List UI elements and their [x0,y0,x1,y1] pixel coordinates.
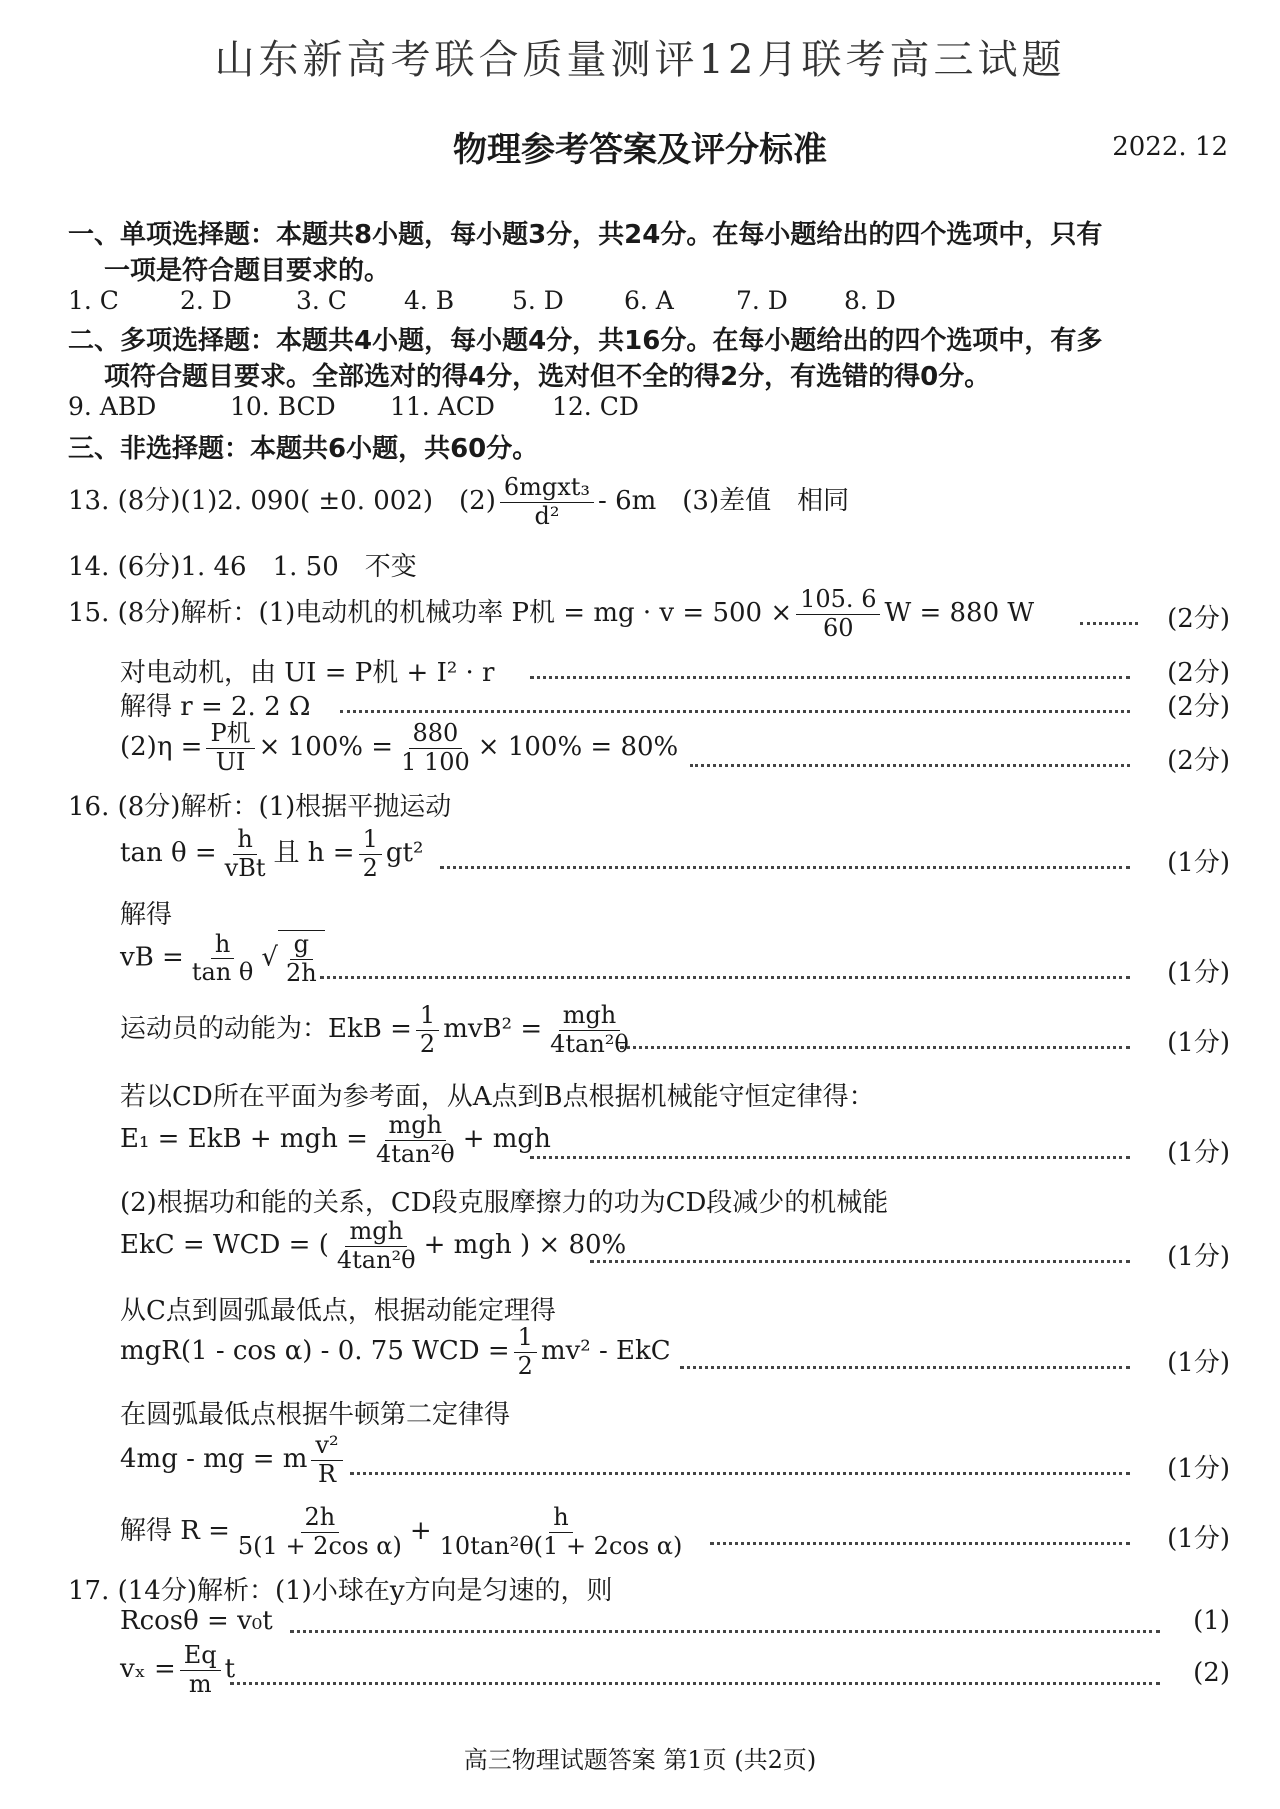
q16-l9-b: + mgh ) × 80% [423,1230,627,1261]
q16-l2-fraction2 [359,826,382,882]
q14-answer: 14. (6分)1. 46 1. 50 不变 [68,552,417,582]
q16-l11-a: mgR(1 - cos α) - 0. 75 WCD = [120,1336,510,1367]
page-footer: 高三物理试题答案 第1页 (共2页) [463,1746,817,1774]
q16-line3: 解得 [120,900,173,930]
section1-heading-line1: 一、单项选择题：本题共8小题，每小题3分，共24分。在每小题给出的四个选项中，只有 [68,220,1103,250]
q16-l5-fraction1 [416,1002,439,1058]
q15-line1 [68,586,1034,642]
q17-l3-den: m [188,1669,212,1698]
q16-line4 [120,930,325,987]
q16-l14-fraction1 [234,1504,406,1560]
q15-l4-fraction1 [206,720,254,776]
q15-l1-suffix: W = 880 W [884,598,1035,629]
q16-l7-den: 4tan²θ [375,1139,455,1168]
q15-l4-score: (2分) [1167,746,1230,776]
q15-l1-den: 60 [823,613,854,642]
q16-l2-den2: 2 [362,853,378,882]
document-title: 物理参考答案及评分标准 [453,130,827,170]
q16-line12: 在圆弧最低点根据牛顿第二定律得 [120,1400,511,1430]
leader-dots [290,1630,1160,1633]
q16-l14-fraction2 [436,1504,687,1560]
answer-1: 1. C [68,286,119,315]
q16-l11-num: 1 [514,1324,537,1353]
q15-l4-suffix: × 100% = 80% [477,732,679,763]
q16-l14-a: 解得 R = [120,1516,230,1547]
q16-l4-a: vB = [120,942,184,973]
q16-l11-den: 2 [517,1351,533,1380]
q16-line9 [120,1218,626,1274]
leader-dots [350,1472,1130,1475]
q15-l3-score: (2分) [1167,692,1230,722]
q16-line2 [120,826,423,882]
q16-l9-score: (1分) [1167,1242,1230,1272]
q16-line14 [120,1504,690,1560]
q15-line3: 解得 r = 2. 2 Ω [120,692,311,722]
q17-line1: 17. (14分)解析：(1)小球在y方向是匀速的，则 [68,1576,613,1606]
q17-l3-num: Eq [180,1642,221,1671]
leader-dots [530,676,1130,679]
q13-frac-num: 6mgxt₃ [500,474,594,503]
section2-heading-line1: 二、多项选择题：本题共4小题，每小题4分，共16分。在每小题给出的四个选项中，有多 [68,326,1103,356]
q16-l2-b: 且 h = [273,838,355,869]
q16-l9-a: EkC = WCD = ( [120,1230,329,1261]
q16-l5-b: mvB² = [443,1014,543,1045]
leader-dots [690,764,1130,767]
section3-heading: 三、非选择题：本题共6小题，共60分。 [68,434,539,464]
q16-l9-fraction [333,1218,420,1274]
answer-2: 2. D [180,286,232,315]
q16-l2-num1: h [233,826,256,855]
leader-dots [530,1156,1130,1159]
q16-l13-den: R [317,1459,337,1488]
q16-l11-fraction [514,1324,537,1380]
q16-l7-fraction [372,1112,459,1168]
answer-10: 10. BCD [230,392,336,421]
q15-l4-den1: UI [215,747,246,776]
q16-l4-den: tan θ [191,958,254,987]
q16-l13-num: v² [311,1432,342,1461]
q16-l4-fraction [188,931,258,987]
q15-l2-score: (2分) [1167,658,1230,688]
q16-line11 [120,1324,671,1380]
leader-dots [230,1682,1160,1685]
q16-l7-score: (1分) [1167,1138,1230,1168]
q16-l13-fraction [311,1432,342,1488]
q16-l4-sqrt-fraction [282,931,321,987]
exam-header: 山东新高考联合质量测评12月联考高三试题 [214,37,1066,83]
q16-l4-sqrt-den: 2h [285,958,317,987]
q16-l13-score: (1分) [1167,1454,1230,1484]
answer-3: 3. C [296,286,347,315]
q16-l5-num1: 1 [416,1002,439,1031]
q16-l7-num: mgh [385,1112,447,1141]
q16-l14-den1: 5(1 + 2cos α) [237,1531,402,1560]
q16-l4-num: h [211,931,234,960]
sqrt-sign-icon: √ [261,942,278,973]
q16-line5 [120,1002,637,1058]
q16-l9-den: 4tan²θ [336,1245,416,1274]
q16-l5-score: (1分) [1167,1028,1230,1058]
q16-l5-den1: 2 [419,1029,436,1058]
q16-l7-b: + mgh [462,1124,551,1155]
q13-prefix: 13. (8分)(1)2. 090( ±0. 002) (2) [68,486,496,517]
q16-l2-score: (1分) [1167,848,1230,878]
q16-l14-plus: + [409,1516,432,1547]
q16-l5-fraction2 [546,1002,633,1058]
answer-9: 9. ABD [68,392,157,421]
leader-dots [590,1260,1130,1263]
answer-4: 4. B [404,286,455,315]
q17-l2-score: (1) [1193,1606,1230,1636]
q17-line3 [120,1642,235,1698]
q15-l4-mid: × 100% = [258,732,394,763]
q16-line1: 16. (8分)解析：(1)根据平抛运动 [68,792,452,822]
q16-l14-num1: 2h [301,1504,340,1533]
q16-l2-a: tan θ = [120,838,217,869]
q17-l3-fraction [180,1642,221,1698]
section1-heading-line2: 一项是符合题目要求的。 [104,256,391,286]
q17-l3-b: t [224,1654,236,1685]
q16-l14-den2: 10tan²θ(1 + 2cos α) [439,1531,683,1560]
q16-l13-a: 4mg - mg = m [120,1444,308,1475]
q17-line2: Rcosθ = v₀t [120,1606,273,1636]
leader-dots [340,710,1130,713]
q16-l4-sqrt-num: g [290,931,313,960]
answer-5: 5. D [512,286,564,315]
q16-line6: 若以CD所在平面为参考面，从A点到B点根据机械能守恒定律得： [120,1082,875,1112]
q15-l1-fraction [796,586,880,642]
leader-dots [440,866,1130,869]
q16-l4-sqrt [278,930,325,987]
q16-line10: 从C点到圆弧最低点，根据动能定理得 [120,1296,556,1326]
q15-line2: 对电动机，由 UI = P机 + I² · r [120,658,495,688]
q16-l11-score: (1分) [1167,1348,1230,1378]
leader-dots [710,1542,1130,1545]
leader-dots [620,1046,1130,1049]
q16-l2-den1: vBt [224,853,266,882]
section2-heading-line2: 项符合题目要求。全部选对的得4分，选对但不全的得2分，有选错的得0分。 [104,362,991,392]
q16-l9-num: mgh [345,1218,407,1247]
q17-l3-a: vₓ = [120,1654,176,1685]
q15-l4-num2: 880 [409,720,463,749]
q15-line4 [120,720,678,776]
q15-l4-fraction2 [397,720,474,776]
q16-l2-fraction1 [221,826,270,882]
leader-dots [320,976,1130,979]
q15-l4-num1: P机 [206,720,254,749]
q16-l11-b: mv² - EkC [540,1336,671,1367]
q17-l3-score: (2) [1193,1658,1230,1688]
q13-suffix: - 6m (3)差值 相同 [598,486,850,517]
q16-l5-den2: 4tan²θ [550,1029,629,1058]
q16-line7 [120,1112,551,1168]
q16-line13 [120,1432,347,1488]
q15-l1-prefix: 15. (8分)解析：(1)电动机的机械功率 P机 = mg · v = 500 × [68,598,793,629]
q15-l1-num: 105. 6 [796,586,880,615]
q13-frac-den: d² [534,501,560,530]
leader-dots [1080,622,1138,625]
answer-12: 12. CD [552,392,639,421]
q16-l5-num2: mgh [559,1002,621,1031]
q16-l2-num2: 1 [359,826,382,855]
answer-7: 7. D [736,286,788,315]
leader-dots [680,1366,1130,1369]
q16-l4-score: (1分) [1167,958,1230,988]
q15-l4-prefix: (2)η = [120,732,203,763]
q16-l5-a: 运动员的动能为：EkB = [120,1014,412,1045]
q16-l14-num2: h [549,1504,572,1533]
q16-l14-score: (1分) [1167,1524,1230,1554]
answer-11: 11. ACD [390,392,495,421]
q15-l1-score: (2分) [1167,604,1230,634]
q15-l4-den2: 1 100 [401,747,470,776]
q16-l7-a: E₁ = EkB + mgh = [120,1124,368,1155]
q16-l2-c: gt² [385,838,424,869]
q13-answer [68,474,849,530]
q13-fraction [500,474,594,530]
answer-6: 6. A [624,286,674,315]
q16-line8: (2)根据功和能的关系，CD段克服摩擦力的功为CD段减少的机械能 [120,1188,889,1218]
document-date: 2022. 12 [1112,132,1228,162]
answer-8: 8. D [844,286,896,315]
